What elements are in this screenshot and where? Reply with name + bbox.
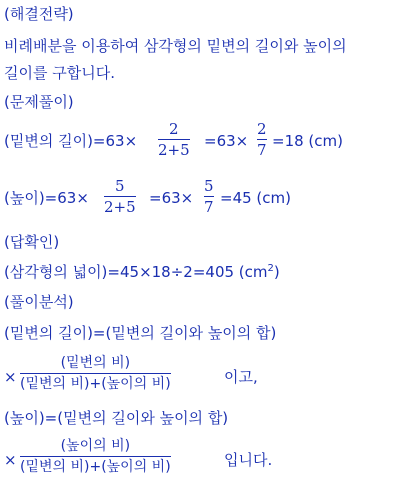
area-check-end: ) <box>273 263 280 281</box>
eq1-fraction-2 <box>257 120 267 159</box>
eq1-rhs: =18 (cm) <box>272 132 343 150</box>
analysis-f1-suffix: 이고, <box>224 368 258 386</box>
fraction-bar <box>204 196 214 197</box>
strategy-header: (해결전략) <box>4 5 74 23</box>
area-check-line <box>4 262 280 282</box>
fraction-bar <box>158 139 190 140</box>
eq2-fraction-1 <box>104 177 136 216</box>
fraction-bar <box>104 196 136 197</box>
eq2-mid: =63× <box>149 189 194 207</box>
analysis-f2-suffix: 입니다. <box>224 451 273 469</box>
eq2-f2-numerator: 5 <box>204 177 214 195</box>
strategy-text-line1: 비례배분을 이용하여 삼각형의 밑변의 길이와 높이의 <box>4 37 347 55</box>
analysis-fraction-1 <box>20 354 171 393</box>
strategy-text-line2: 길이를 구합니다. <box>4 64 115 82</box>
eq2-f2-denominator: 7 <box>204 198 214 216</box>
analysis-base-line: (밑변의 길이)=(밑변의 길이와 높이의 합) <box>4 324 277 342</box>
eq2-f1-denominator: 2+5 <box>104 198 136 216</box>
fraction-bar <box>257 139 267 140</box>
analysis-height-line: (높이)=(밑변의 길이와 높이의 합) <box>4 409 229 427</box>
analysis-header: (풀이분석) <box>4 293 74 311</box>
analysis-f1-times: × <box>4 368 17 386</box>
analysis-f1-numerator: (밑변의 비) <box>60 355 131 371</box>
fraction-bar <box>20 456 171 457</box>
analysis-f2-numerator: (높이의 비) <box>60 438 131 454</box>
fraction-bar <box>20 373 171 374</box>
analysis-f1-denominator: (밑변의 비)+(높이의 비) <box>20 376 171 392</box>
eq1-fraction-1 <box>158 120 190 159</box>
eq1-mid: =63× <box>204 132 249 150</box>
area-check-main: (삼각형의 넓이)=45×18÷2=405 (cm <box>4 263 268 281</box>
eq2-f1-numerator: 5 <box>115 177 125 195</box>
eq1-f1-denominator: 2+5 <box>158 141 190 159</box>
analysis-f2-times: × <box>4 451 17 469</box>
solution-header: (문제풀이) <box>4 93 74 111</box>
eq1-f1-numerator: 2 <box>169 120 179 138</box>
eq1-f2-numerator: 2 <box>257 120 267 138</box>
eq1-f2-denominator: 7 <box>257 141 267 159</box>
analysis-f2-denominator: (밑변의 비)+(높이의 비) <box>20 459 171 475</box>
eq2-rhs: =45 (cm) <box>220 189 291 207</box>
area-unit-exponent: 2 <box>267 263 274 274</box>
analysis-fraction-2 <box>20 437 171 476</box>
eq1-lhs: (밑변의 길이)=63× <box>4 132 138 150</box>
eq2-fraction-2 <box>204 177 214 216</box>
eq2-lhs: (높이)=63× <box>4 189 89 207</box>
check-header: (답확인) <box>4 233 60 251</box>
